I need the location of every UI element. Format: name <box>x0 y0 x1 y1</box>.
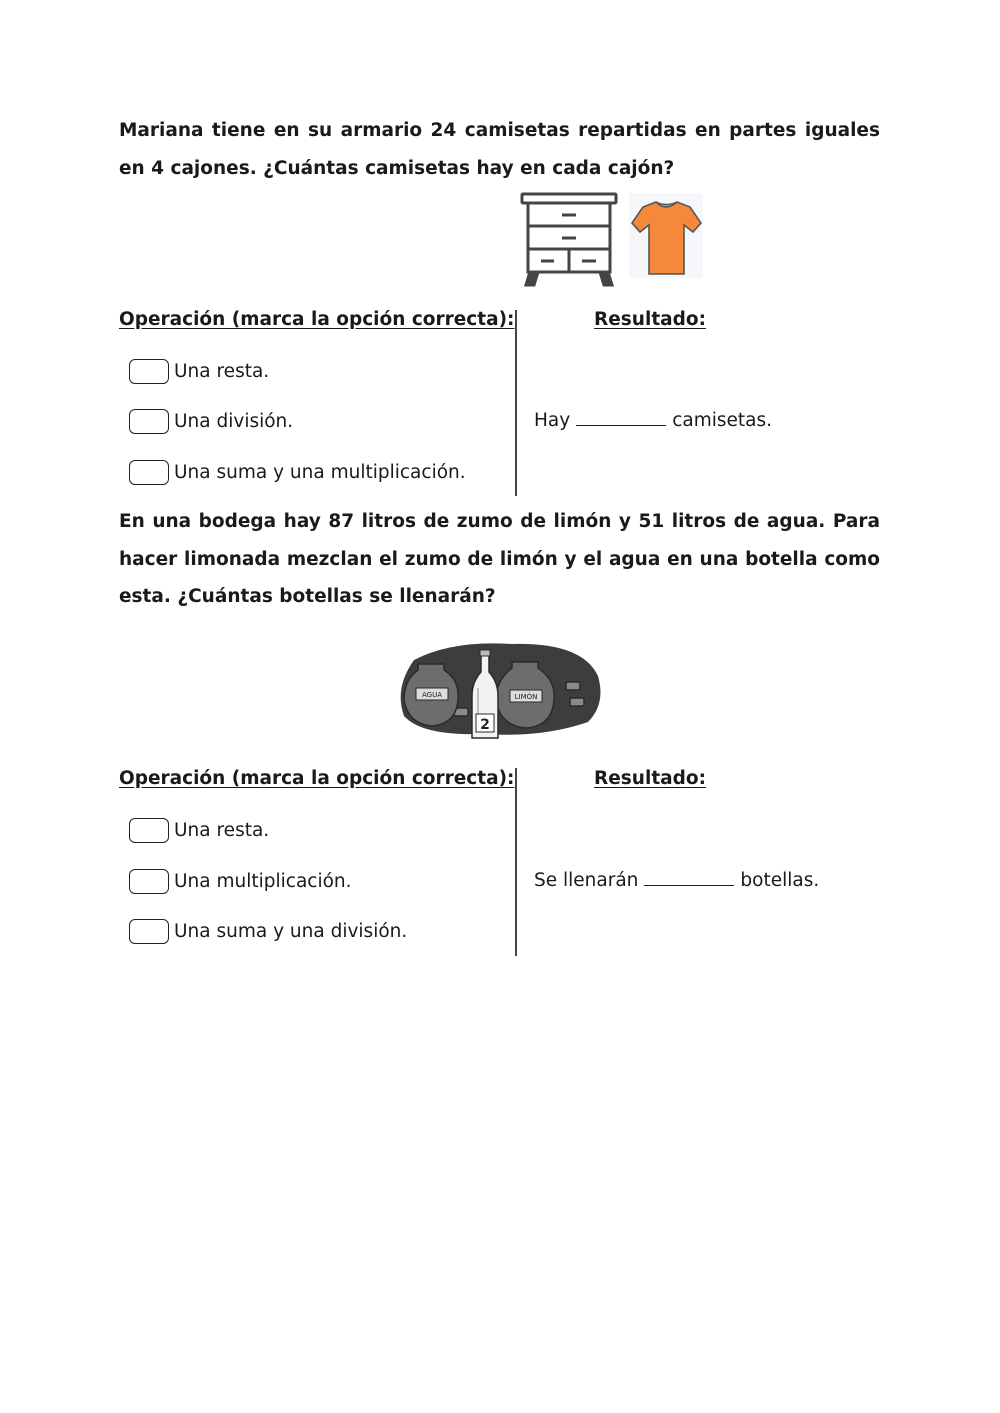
cellar-illustration <box>392 638 606 744</box>
dresser-icon <box>516 190 706 290</box>
result-title-2: Resultado: <box>594 768 706 789</box>
answer-line-2 <box>534 869 819 891</box>
answer-blank-1[interactable] <box>576 409 666 426</box>
problem-2-text: En una bodega hay 87 litros de zumo de limón y 51 litros de agua. Para hacer limonada mezclan el zumo de limón y el agua en una botella como esta. ¿Cuántas botellas se llenarán? <box>119 511 880 607</box>
problem-1-text: Mariana tiene en su armario 24 camisetas repartidas en partes iguales en 4 cajones. ¿Cuántas camisetas hay en cada cajón? <box>119 120 880 179</box>
option-suma-division-2[interactable] <box>129 919 407 944</box>
option-label: Una suma y una división. <box>174 921 408 942</box>
option-resta-1[interactable] <box>129 359 269 384</box>
option-resta-2[interactable] <box>129 818 269 843</box>
answer-blank-2[interactable] <box>644 869 734 886</box>
answer-suffix: botellas. <box>740 870 820 891</box>
result-title-1: Resultado: <box>594 309 706 330</box>
answer-prefix: Hay <box>534 410 571 431</box>
answer-line-1 <box>534 409 772 431</box>
column-divider-1 <box>515 310 517 496</box>
jug-label-limon: LIMÓN <box>514 693 538 701</box>
option-division-1[interactable] <box>129 409 293 434</box>
option-label: Una división. <box>174 411 294 432</box>
bottle-label: 2 <box>480 717 490 733</box>
checkbox[interactable] <box>129 359 169 384</box>
answer-suffix: camisetas. <box>672 410 773 431</box>
checkbox[interactable] <box>129 460 169 485</box>
checkbox[interactable] <box>129 409 169 434</box>
option-multiplicacion-2[interactable] <box>129 869 352 894</box>
checkbox[interactable] <box>129 919 169 944</box>
column-divider-2 <box>515 768 517 956</box>
answer-prefix: Se llenarán <box>534 870 639 891</box>
option-suma-multiplicacion-1[interactable] <box>129 460 466 485</box>
option-label: Una resta. <box>174 820 270 841</box>
option-label: Una suma y una multiplicación. <box>174 462 466 483</box>
option-label: Una multiplicación. <box>174 871 352 892</box>
operation-title-1: Operación (marca la opción correcta): <box>119 309 515 330</box>
checkbox[interactable] <box>129 818 169 843</box>
jug-label-agua: AGUA <box>421 691 443 699</box>
operation-title-2: Operación (marca la opción correcta): <box>119 768 515 789</box>
option-label: Una resta. <box>174 361 270 382</box>
checkbox[interactable] <box>129 869 169 894</box>
